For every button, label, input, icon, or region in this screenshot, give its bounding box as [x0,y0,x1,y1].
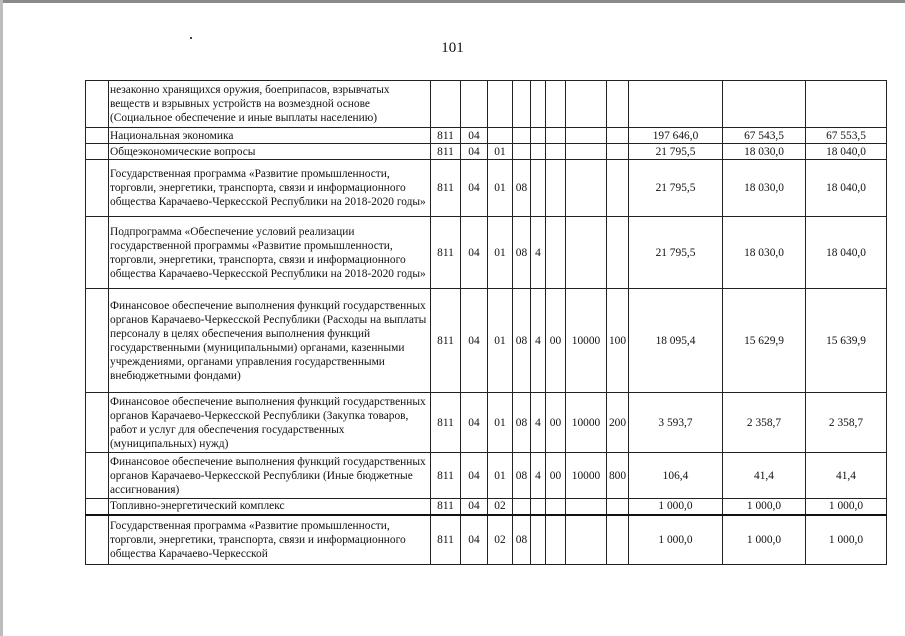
direction-code [546,128,566,144]
amount-2020: 41,4 [806,453,887,499]
expense-type-code [607,128,629,144]
table-row [86,289,887,393]
row-name: Национальная экономика [109,128,431,144]
program-code [513,499,531,515]
grbs-code: 811 [431,128,461,144]
amount-2019: 41,4 [723,453,806,499]
row-name: Подпрограмма «Обеспечение условий реализации государственной программы «Развитие промышленности, торговли, энергетики, транспорта, связи и информационного общества Карачаево-Черкесской Республики на 2018-2020 годы» [109,217,431,289]
subprogram-code: 4 [531,453,546,499]
page-number: 101 [441,40,464,56]
subsection-code: 01 [488,217,513,289]
subprogram-code [531,160,546,217]
amount-2020: 18 040,0 [806,217,887,289]
row-number-cell [86,515,109,565]
amount-2018: 3 593,7 [629,393,723,453]
row-number-cell [86,81,109,128]
expense-code [566,144,607,160]
row-number-cell [86,453,109,499]
row-name: Финансовое обеспечение выполнения функций государственных органов Карачаево-Черкесской Республики (Закупка товаров, работ и услуг для обеспечения государственных (муниципальных) нужд) [109,393,431,453]
expense-type-code [607,515,629,565]
subprogram-code: 4 [531,217,546,289]
table-row [86,393,887,453]
amount-2019: 15 629,9 [723,289,806,393]
amount-2019: 67 543,5 [723,128,806,144]
grbs-code: 811 [431,499,461,515]
grbs-code: 811 [431,144,461,160]
expense-type-code [607,499,629,515]
expense-type-code: 800 [607,453,629,499]
amount-2018: 21 795,5 [629,217,723,289]
expense-code [566,81,607,128]
row-number-cell [86,499,109,515]
subprogram-code: 4 [531,393,546,453]
subprogram-code [531,144,546,160]
amount-2020: 18 040,0 [806,144,887,160]
subsection-code: 02 [488,515,513,565]
amount-2020: 18 040,0 [806,160,887,217]
subsection-code: 02 [488,499,513,515]
table-row [86,453,887,499]
table-row [86,499,887,515]
amount-2020: 2 358,7 [806,393,887,453]
expense-type-code [607,81,629,128]
direction-code [546,144,566,160]
expense-code [566,217,607,289]
direction-code [546,81,566,128]
subsection-code: 01 [488,144,513,160]
amount-2018: 21 795,5 [629,160,723,217]
subsection-code: 01 [488,160,513,217]
grbs-code: 811 [431,217,461,289]
section-code: 04 [461,144,488,160]
program-code: 08 [513,217,531,289]
grbs-code [431,81,461,128]
direction-code: 00 [546,393,566,453]
scan-edge-left [0,0,3,636]
subprogram-code [531,81,546,128]
row-name: Финансовое обеспечение выполнения функций государственных органов Карачаево-Черкесской Республики (Иные бюджетные ассигнования) [109,453,431,499]
amount-2020 [806,81,887,128]
expense-type-code: 100 [607,289,629,393]
grbs-code: 811 [431,160,461,217]
program-code: 08 [513,160,531,217]
section-code: 04 [461,393,488,453]
direction-code: 00 [546,289,566,393]
amount-2019: 18 030,0 [723,144,806,160]
amount-2019: 1 000,0 [723,515,806,565]
expense-code: 10000 [566,453,607,499]
table-row [86,81,887,128]
expense-code [566,128,607,144]
expense-code [566,499,607,515]
subprogram-code: 4 [531,289,546,393]
program-code [513,81,531,128]
amount-2018: 1 000,0 [629,499,723,515]
row-number-cell [86,160,109,217]
amount-2019 [723,81,806,128]
amount-2018: 1 000,0 [629,515,723,565]
subprogram-code [531,128,546,144]
expense-type-code [607,144,629,160]
row-name: Государственная программа «Развитие промышленности, торговли, энергетики, транспорта, связи и информационного общества Карачаево-Черкесской [109,515,431,565]
scan-edge [0,0,905,3]
amount-2019: 18 030,0 [723,160,806,217]
section-code: 04 [461,499,488,515]
expense-type-code [607,217,629,289]
table-body [86,81,887,565]
expense-code: 10000 [566,393,607,453]
subprogram-code [531,499,546,515]
amount-2020: 1 000,0 [806,499,887,515]
table-row [86,217,887,289]
program-code: 08 [513,289,531,393]
amount-2018: 18 095,4 [629,289,723,393]
subsection-code: 01 [488,289,513,393]
program-code: 08 [513,453,531,499]
row-number-cell [86,217,109,289]
amount-2020: 67 553,5 [806,128,887,144]
row-number-cell [86,393,109,453]
section-code: 04 [461,289,488,393]
program-code: 08 [513,393,531,453]
table-row [86,515,887,565]
section-code: 04 [461,160,488,217]
subsection-code: 01 [488,393,513,453]
program-code [513,128,531,144]
subsection-code [488,128,513,144]
table-row [86,128,887,144]
row-name: Финансовое обеспечение выполнения функций государственных органов Карачаево-Черкесской Республики (Расходы на выплаты персоналу в целях обеспечения выполнения функций государственными (муниципальными) органами, казенными учреждениями, органами управления государственными внебюджетными фондами) [109,289,431,393]
grbs-code: 811 [431,393,461,453]
expense-code: 10000 [566,289,607,393]
grbs-code: 811 [431,515,461,565]
row-number-cell [86,144,109,160]
direction-code [546,499,566,515]
direction-code [546,217,566,289]
program-code: 08 [513,515,531,565]
amount-2018: 197 646,0 [629,128,723,144]
amount-2020: 1 000,0 [806,515,887,565]
amount-2019: 1 000,0 [723,499,806,515]
direction-code: 00 [546,453,566,499]
row-name: Государственная программа «Развитие промышленности, торговли, энергетики, транспорта, связи и информационного общества Карачаево-Черкесской Республики на 2018-2020 годы» [109,160,431,217]
section-code [461,81,488,128]
subsection-code: 01 [488,453,513,499]
direction-code [546,160,566,217]
table-row [86,144,887,160]
amount-2019: 18 030,0 [723,217,806,289]
section-code: 04 [461,217,488,289]
expense-code [566,515,607,565]
amount-2018: 106,4 [629,453,723,499]
grbs-code: 811 [431,289,461,393]
row-number-cell [86,128,109,144]
amount-2018: 21 795,5 [629,144,723,160]
row-number-cell [86,289,109,393]
row-name: Общеэкономические вопросы [109,144,431,160]
expense-type-code [607,160,629,217]
expense-code [566,160,607,217]
section-code: 04 [461,453,488,499]
amount-2020: 15 639,9 [806,289,887,393]
subsection-code [488,81,513,128]
section-code: 04 [461,515,488,565]
budget-table [85,80,887,565]
scan-speck [190,37,192,39]
row-name: Топливно-энергетический комплекс [109,499,431,515]
section-code: 04 [461,128,488,144]
subprogram-code [531,515,546,565]
row-name: незаконно хранящихся оружия, боеприпасов, взрывчатых веществ и взрывных устройств на возмездной основе (Социальное обеспечение и иные выплаты населению) [109,81,431,128]
program-code [513,144,531,160]
direction-code [546,515,566,565]
grbs-code: 811 [431,453,461,499]
amount-2018 [629,81,723,128]
amount-2019: 2 358,7 [723,393,806,453]
expense-type-code: 200 [607,393,629,453]
table-row [86,160,887,217]
